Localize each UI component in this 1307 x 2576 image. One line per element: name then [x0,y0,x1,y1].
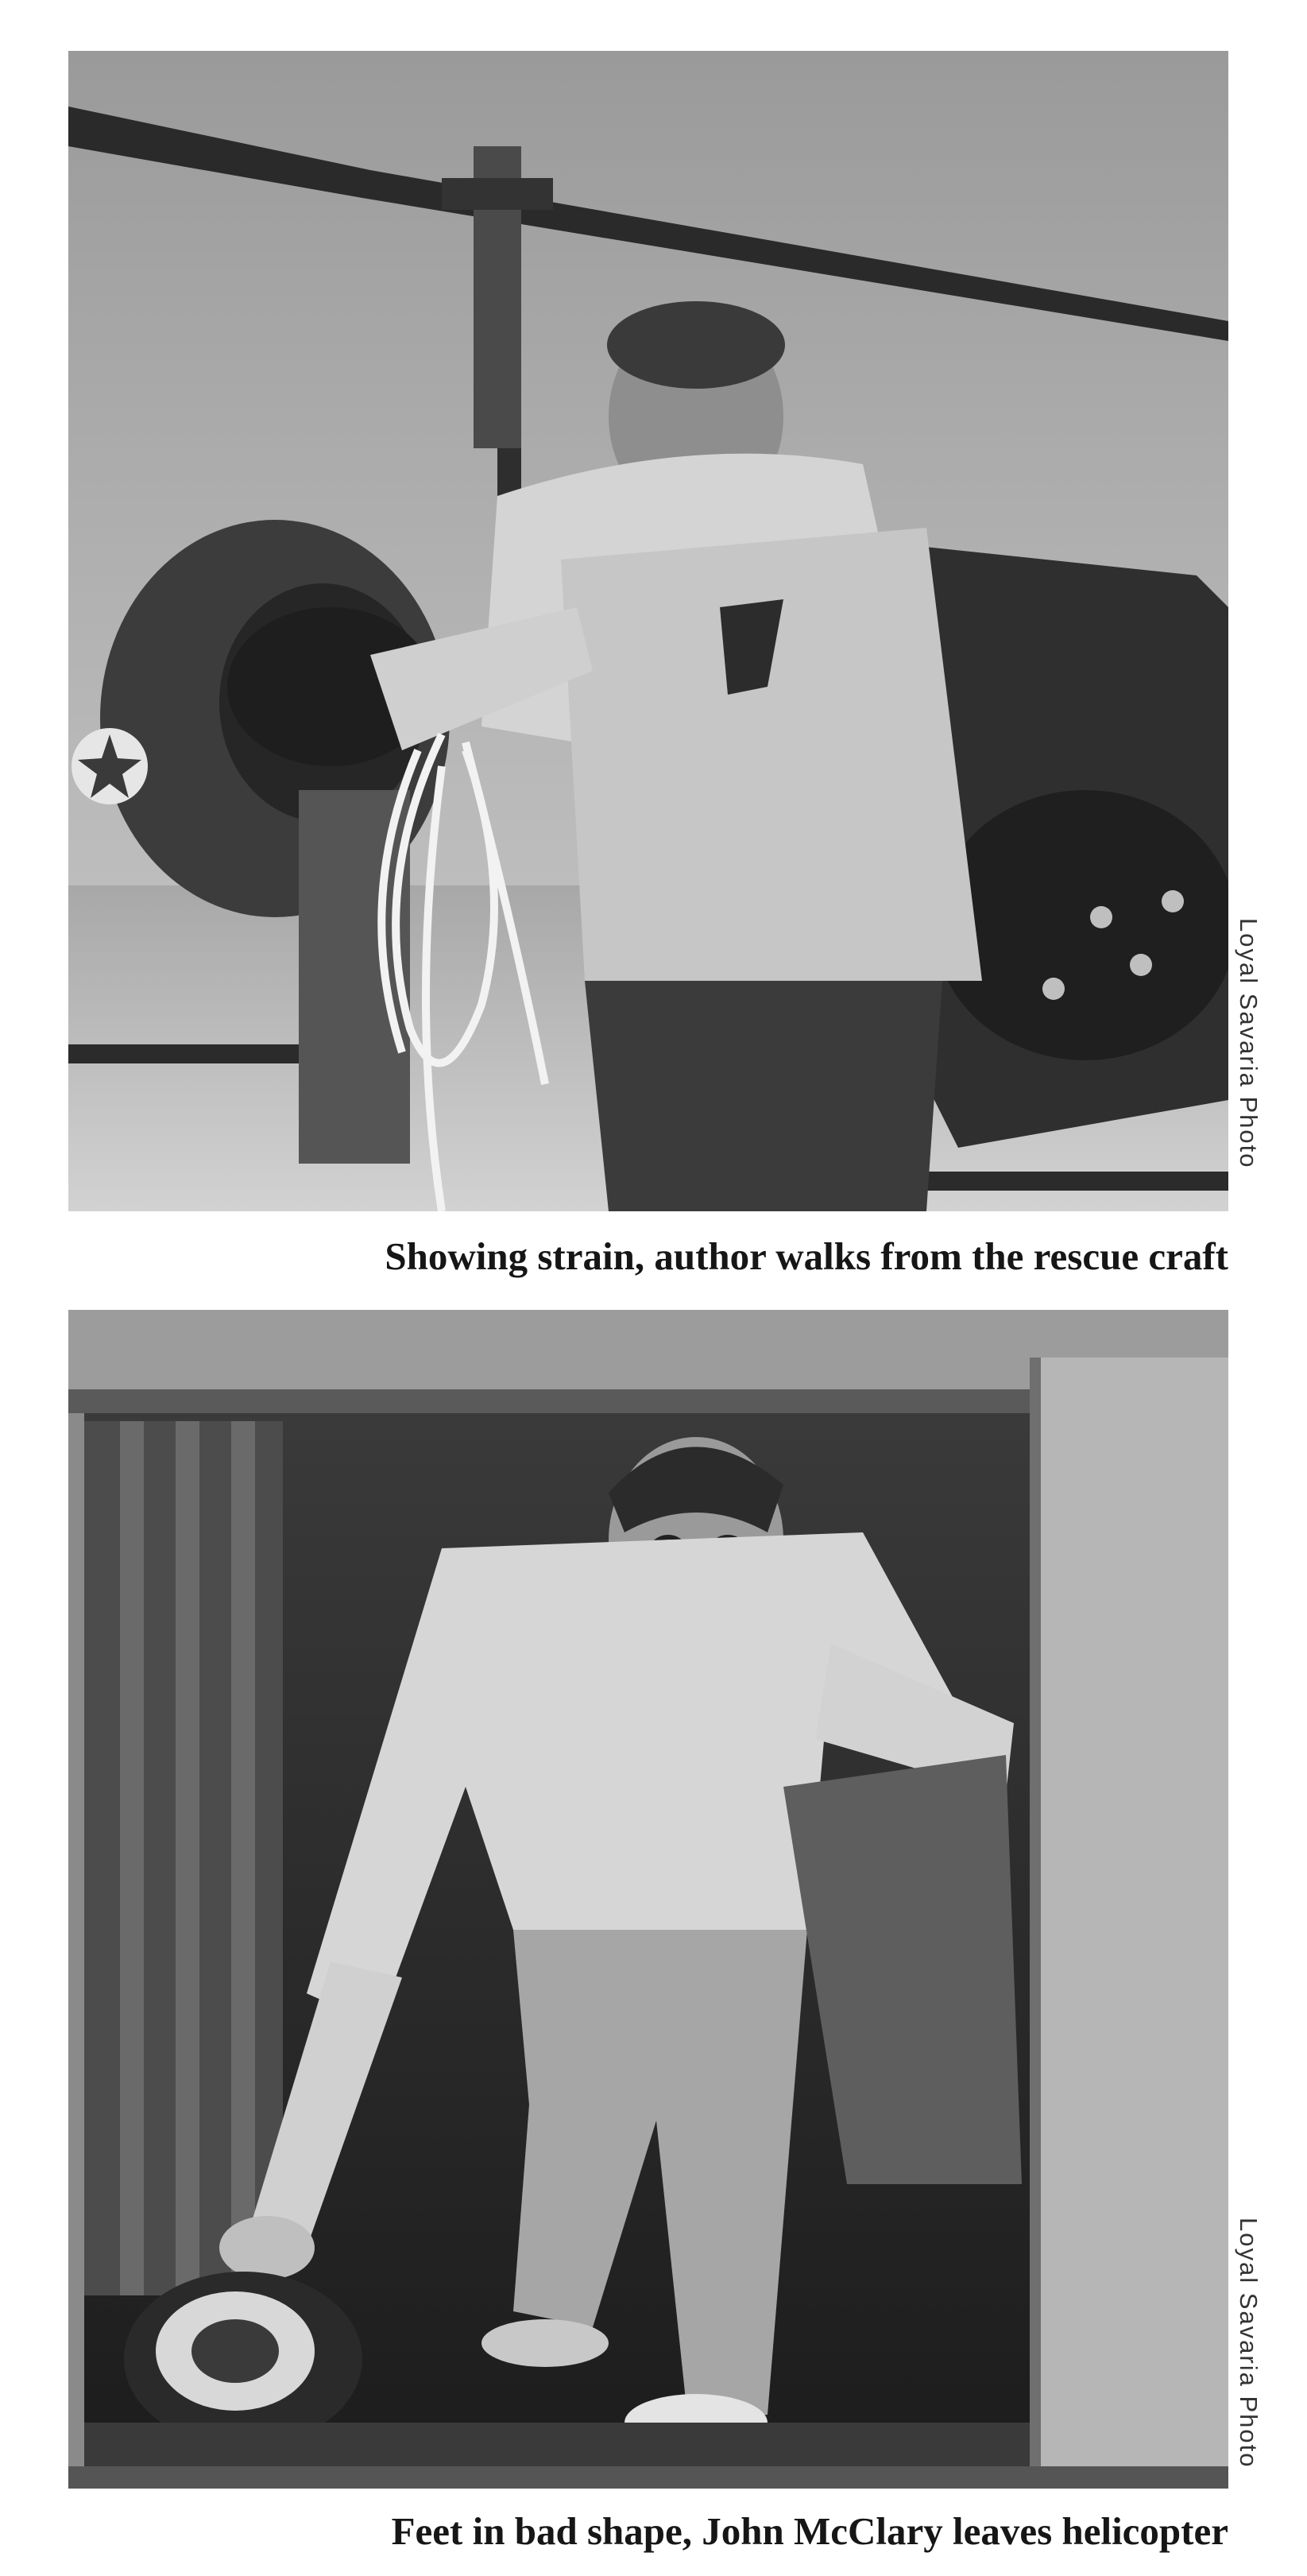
helicopter-scene-illustration [68,51,1228,1211]
photo-mcclary-cabin [68,1310,1228,2489]
photo-credit: Loyal Savaria Photo [1235,918,1263,1169]
photo-caption: Feet in bad shape, John McClary leaves helicopter [391,2509,1228,2553]
photo-author-helicopter [68,51,1228,1211]
photo-caption: Showing strain, author walks from the rescue craft [385,1234,1228,1278]
cabin-scene-illustration [68,1310,1228,2489]
photo-credit: Loyal Savaria Photo [1235,2218,1263,2469]
